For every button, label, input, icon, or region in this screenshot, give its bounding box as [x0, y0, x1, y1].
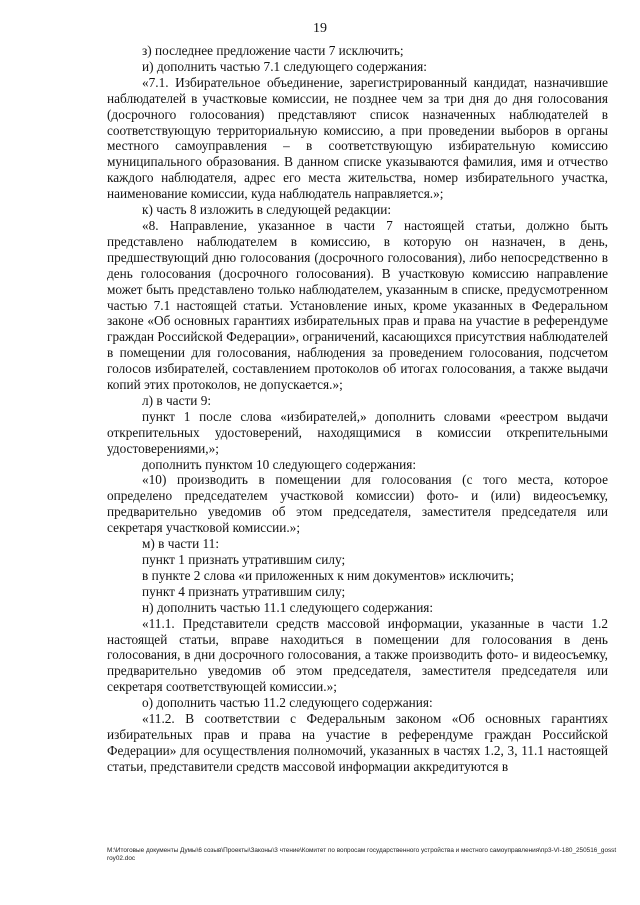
paragraph-11-1: «11.1. Представители средств массовой информации, указанные в части 1.2 настоящей статьи, вправе находиться в помещении для голосования в день голосования, в дни досрочного голосования, а также производить фото- и видеосъемку, предварительно уведомив об этом председателя, заместителя председателя или секретаря соответствующей комиссии.»;: [107, 615, 608, 695]
paragraph-11-2: «11.2. В соответствии с Федеральным законом «Об основных гарантиях избирательных прав и права на участие в референдуме граждан Российской Федерации» для осуществления полномочий, указанных в частях 1.2, 3, 11.1 настоящей статьи, представители средств массовой информации аккредитуются в: [107, 711, 608, 774]
paragraph-k: к) часть 8 изложить в следующей редакции:: [142, 202, 392, 218]
paragraph-point-10: «10) производить в помещении для голосования (с того места, которое определено председателем участковой комиссии) фото- и (или) видеосъемку, предварительно уведомив об этом председателя, заместителя председателя или секретаря участковой комиссии.»;: [107, 472, 608, 536]
paragraph-8: «8. Направление, указанное в части 7 настоящей статьи, должно быть представлено наблюдателем в комиссию, в которую он назначен, в день, предшествующий дню голосования (досрочного голосования), либо непосредственно в день голосования (досрочного голосования). В участковую комиссию направление может быть представлено только наблюдателем, указанным в списке, предусмотренном частью 7.1 настоящей статьи. Установление иных, кроме указанных в Федеральном законе «Об основных гарантиях избирательных прав и права на участие в референдуме граждан Российской Федерации», ограничений, касающихся присутствия наблюдателей в помещении для голосования, наблюдения за проведением голосования, подсчетом голосов избирателей, составлением протоколов об итогах голосования, а также выдачи копий этих протоколов, не допускается.»;: [107, 217, 608, 393]
paragraph-point-4-void: пункт 4 признать утратившим силу;: [142, 583, 346, 599]
paragraph-i: и) дополнить частью 7.1 следующего содержания:: [142, 58, 427, 74]
paragraph-add-point-10: дополнить пунктом 10 следующего содержания:: [142, 456, 417, 472]
paragraph-point-1: пункт 1 после слова «избирателей,» дополнить словами «реестром выдачи открепительных удостоверений, находящимися в комиссии открепительными удостоверениями,»;: [107, 408, 608, 456]
paragraph-n: н) дополнить частью 11.1 следующего содержания:: [142, 599, 434, 615]
document-body: [107, 43, 608, 775]
paragraph-o: о) дополнить частью 11.2 следующего содержания:: [142, 695, 433, 711]
paragraph-point-1-void: пункт 1 признать утратившим силу;: [142, 552, 346, 567]
page-number: 19: [313, 21, 327, 36]
paragraph-7-1: «7.1. Избирательное объединение, зарегистрированный кандидат, назначившие наблюдателей в участковые комиссии, не позднее чем за три дня до дня голосования (досрочного голосования) представляют список назначенных наблюдателей в соответствующую территориальную комиссию, а при проведении выборов в органы местного самоуправления – в соответствующую избирательную комиссию муниципального образования. В данном списке указываются фамилия, имя и отчество каждого наблюдателя, адрес его места жительства, номер избирательного участка, наименование комиссии, куда наблюдатель направляется.»;: [107, 74, 608, 202]
paragraph-l: л) в части 9:: [142, 392, 212, 408]
paragraph-point-2: в пункте 2 слова «и приложенных к ним документов» исключить;: [142, 567, 515, 583]
footer-file-path: M:\Итоговые документы Думы\6 созыв\Проекты\Законы\3 чтение\Комитет по вопросам государственного устройства и местного самоуправления\пр3-VI-180_250516_gosstroy02.doc: [107, 847, 617, 862]
paragraph-m: м) в части 11:: [142, 536, 220, 552]
paragraph-z: з) последнее предложение части 7 исключить;: [142, 43, 404, 58]
